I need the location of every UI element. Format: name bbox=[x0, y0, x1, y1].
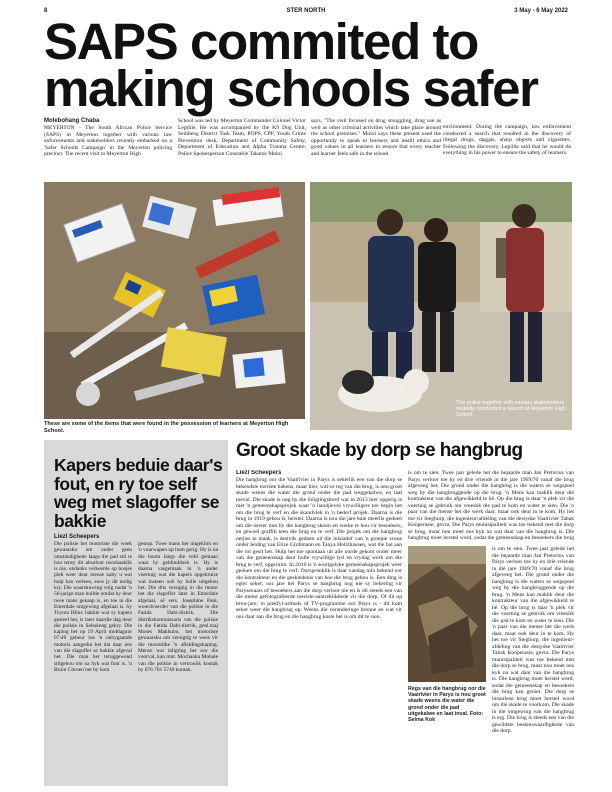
sidebar-byline: Liezl Scheepers bbox=[54, 534, 100, 540]
bridge-story-col3 bbox=[492, 546, 574, 788]
police-photo-caption: The police together with various stakeholders recently conducted a search at Meyerton High School. bbox=[456, 400, 566, 419]
police-search-photo bbox=[310, 182, 572, 430]
confiscated-items-photo bbox=[44, 182, 305, 419]
confiscated-items-illustration bbox=[44, 182, 305, 419]
main-story-col2 bbox=[178, 118, 306, 157]
sidebar-headline: Kapers beduie daar's fout, en ry toe self weg met slagoffer se bakkie bbox=[54, 455, 223, 531]
main-story-text-3: says, "The visit focused on drug smuggling, drug use as well as other criminal activities which take place around the school premises." Moloi says these present used the opportunity to speak to learners and instill ethics and good values in all learners to ensure that every teacher and learner feels safe in the school bbox=[311, 118, 441, 157]
bridge-photo-caption: Regs van die hangbrug oor die Vaalrivier in Parys is nou groot skade weens die water die grond onder die pad uitgekalwe en laat inval. Foto: Selma Kok bbox=[408, 686, 486, 724]
main-headline bbox=[44, 13, 574, 117]
bridge-story-text-3: is om te sien. Twee jaar gelede het die bejaarde man Jan Pretorius van Parys verloor toe hy en drie vriende in die jare 1969/70 vanaf die brug afgeveeg het. Die grond onder die hangbrug is die waters se wegspoel weg by die hangbruggende op die brug. 'n Mens kan maklik deur die kontrakteur van die afgewikkeld te hê. Op die brug is daar 'n plek vir die voertuig se gebruik om vreeslik die pad te kom en water te sien. Die 'n paar van die mense het die werk daar, maar ook deur in te kom. Hy het toe vir Steghorp, die ingenieur-afdeling van die destydse Vaalrivier Tabak Koöperasie, gevra. Die Parys munisipaliteit was toe bekend met die dorp se brug, maar nou moet ons kyk na wat daar van die hangbrug is. Die hangbrug moet herstel word, sodat die gemeenskap en besoekers die brug kan geniet. Die dorp se historiese brug moet herstel word om die skade te voorkom. Die skade in die omgewing van die hangbrug is erg. Die brug is steeds een van die gewildste besienswaardighede van die dorp. bbox=[492, 546, 574, 734]
main-story-byline: Molebohang Chaba bbox=[44, 118, 100, 124]
main-story-text-4: environment. During the campaign, law enforcement conducted a search that resulted in the discovery of illegal drugs, daggas, sharp objects and cigarettes. Following the discovery, Lepilile said that he would do everything in his power to ensure the safety of learners. bbox=[443, 124, 571, 156]
items-photo-caption: These are some of the items that were found in the possession of learners at Meyerton High School. bbox=[44, 421, 289, 434]
sidebar-col2 bbox=[138, 541, 218, 673]
issue-date: 3 May - 6 May 2022 bbox=[514, 8, 568, 14]
bridge-damage-illustration bbox=[408, 546, 486, 682]
bridge-story-headline: Groot skade by dorp se hangbrug bbox=[236, 440, 523, 461]
bridge-story-text-1: Die hangbrug oor die Vaalrivier in Parys is sekerlik een van die dorp se bekendste toeriste bakens, maar hier, wat so reg van die brug, is nou groot skade weens die water die grond onder die pad weggekalwe, en laat toeval. Die skade is nog by die inligtingsbord wat in 2013 hier opgerig is met 'n gemeenskapsprojek waar 'n handjievol vrywilligers toe begin het om die brug te verf en die skandvlek in 'n bederf projek. Daarna is die brug in 1919 gebou is, herstel. Daarna is nou die jare baie meerlis gedoen om die oewer met hy die hangbrug skoon en werke te hou vir besoekers, en gewoel graffiti teen die brug en te verf. Die projek om die hangbrug netjies te maak, is destyds gedoen uit die inisiatief van 'n groepie vroue onder leiding van Elize Grobmann en Tanya Holtzhausen, wat die bal aan die rol gesit het. Hulp het toe spontaan uit alle oorde gekom onder meer van die gemeenskap deur hulle vrywillige tyd en vrydag werk om die brug te verf, opgeruim. In 2016 is 'n soortgelyke gemeenskapsprojek weer gedoen om die brug te verf. Oorspronklik is daar vandag min bekend oor die kontrakteur en die geskiedenis van hoe die brug gebou is. Een ding is egter seker, oor jare het Parys se hangbrug nog nie sy bekering vir Parysenaars of besoekers aan die dorp verloor nie en is dit steeds een van die meest gefotografeerde toeriste-aantreklikhede vir die dorp. Of dit op brou-jare, in piekfyl-artikels of TV-programme oor Parys is - dit kom seker weer die hangbrug op. Weens die veranderinge bronne en wat vir ons daar aan die brug en die hangbrug koste het is om dit te sien. bbox=[236, 477, 402, 620]
sidebar-story bbox=[44, 440, 228, 786]
main-story-text-1: MEYERTON - The South African Police Service (SAPS) in Meyerton together with various law enforcements and stakeholders recently embarked on a 'Safer Schools Campaign' in the Meyerton policing precinct. The recent visit to Meyerton High bbox=[44, 125, 172, 157]
main-headline-line2: making schools safer bbox=[44, 60, 538, 117]
page-number: 8 bbox=[44, 8, 48, 14]
police-search-illustration bbox=[310, 182, 572, 430]
sidebar-col1 bbox=[54, 534, 132, 673]
bridge-damage-photo bbox=[408, 546, 486, 682]
bridge-story-byline: Liezl Scheepers bbox=[236, 470, 282, 476]
main-story-col3 bbox=[311, 118, 441, 157]
bridge-story-text-2: is om te sien. Twee jaar gelede het die bejaarde man Jan Pretorius van Parys verloor toe hy en drie vriende in die jare 1969/70 vanaf die brug afgeveeg het. Die grond onder die hangbrug is die waters se wegspoel weg by die hangbruggende op die brug. 'n Mens kan maklik deur die kontrakteur van die afgewikkeld te hê. Op die brug is daar 'n plek vir die voertuig se gebruik om vreeslik die pad te kom en water te sien. Die 'n paar van die mense het die werk daar, maar ook deur in te kom. Hy het toe vir Steghorp, die ingenieur-afdeling van die destydse Vaalrivier Tabak Koöperasie, gevra. Die Parys munisipaliteit was toe bekend met die dorp se brug, maar nou moet ons kyk na wat daar van die hangbrug is. Die hangbrug moet herstel word, sodat die gemeenskap en besoekers die brug bbox=[408, 470, 574, 540]
sidebar-text-2: gestop. Twee mans het uitgeklim en 'n vuurwapen op hom gerig. Hy is na die boom langs die veld gemaan waar hy geblinddoek is. Hy is daarna vasgemaak in 'n ander voertuig wat die kapers opgekruise wat insteen ook hy hulle uitgehou het. Die dits versigtig in die motor het die slagoffer later in Emerdale afgelaai, sê sers. Josephine Pani, woordvoerder van die polisie in die Fatida Dabi-distrik. Die distrikskommissaris van die polisie in die Fatida Dabi-distrik, genl.maj Moses Makhubo, het motoriste gewaarsku om versigtig te wees vir die moontlike 'n afleidingskaping. Mense wat inligting het oor die voorval, kan mnr. Mochanka Mohale van die polisie in vertroulik kontak by 076 701 5740 kontak. bbox=[138, 541, 218, 673]
publication-name: STER NORTH bbox=[286, 8, 326, 14]
bridge-story-col1 bbox=[236, 470, 402, 788]
main-story-col1 bbox=[44, 118, 172, 158]
main-story-col4 bbox=[443, 118, 571, 157]
bridge-story-col2-top bbox=[408, 470, 574, 540]
main-story-text-2: School was led by Meyerton Commander Colonel Victor Lepilile. He was accompanied by the K9 Dog Unit, Sedibeng District Task Team, POPS, CPF, Youth Crime Prevention desk, Department of Community Safety, Department of Education and Alpha Trauma Centre. Police Spokesperson Constable Takatso Moloi bbox=[178, 118, 306, 157]
main-headline-line1: SAPS commited to bbox=[44, 13, 478, 70]
sidebar-text-1: Die polisie het motoriste die week gewaarsku om onder geen omstandighede langs die pad stil te hou tensy dit absoluut noodsaaklik is nie, ondanks verkeerde op bosjes plek weer deur mense naby u wat hulp kan verleen, soos jy dit nodig kry. Die waarskuwing volg nadat 'n 56-jarige man huilde omdat hy deur twee mans gekaap is, en toe in die Emerdale omgewing afgelaai is. Sy Toyota Hilux bakkie wat sy kapers gesteel het, is later daardie dag deur die polisie in Sebokeng gekry. Die kaping het op 19 April middaguur 07:40 gebeur toe 'n onbygaande motoris aangedui het dat daar iets van die slagoffer se bakkie afgeval het. Die man het teruggewend stilgehou om na hyk wat fout is. 'n Bruin Citroen het by hom bbox=[54, 541, 132, 673]
